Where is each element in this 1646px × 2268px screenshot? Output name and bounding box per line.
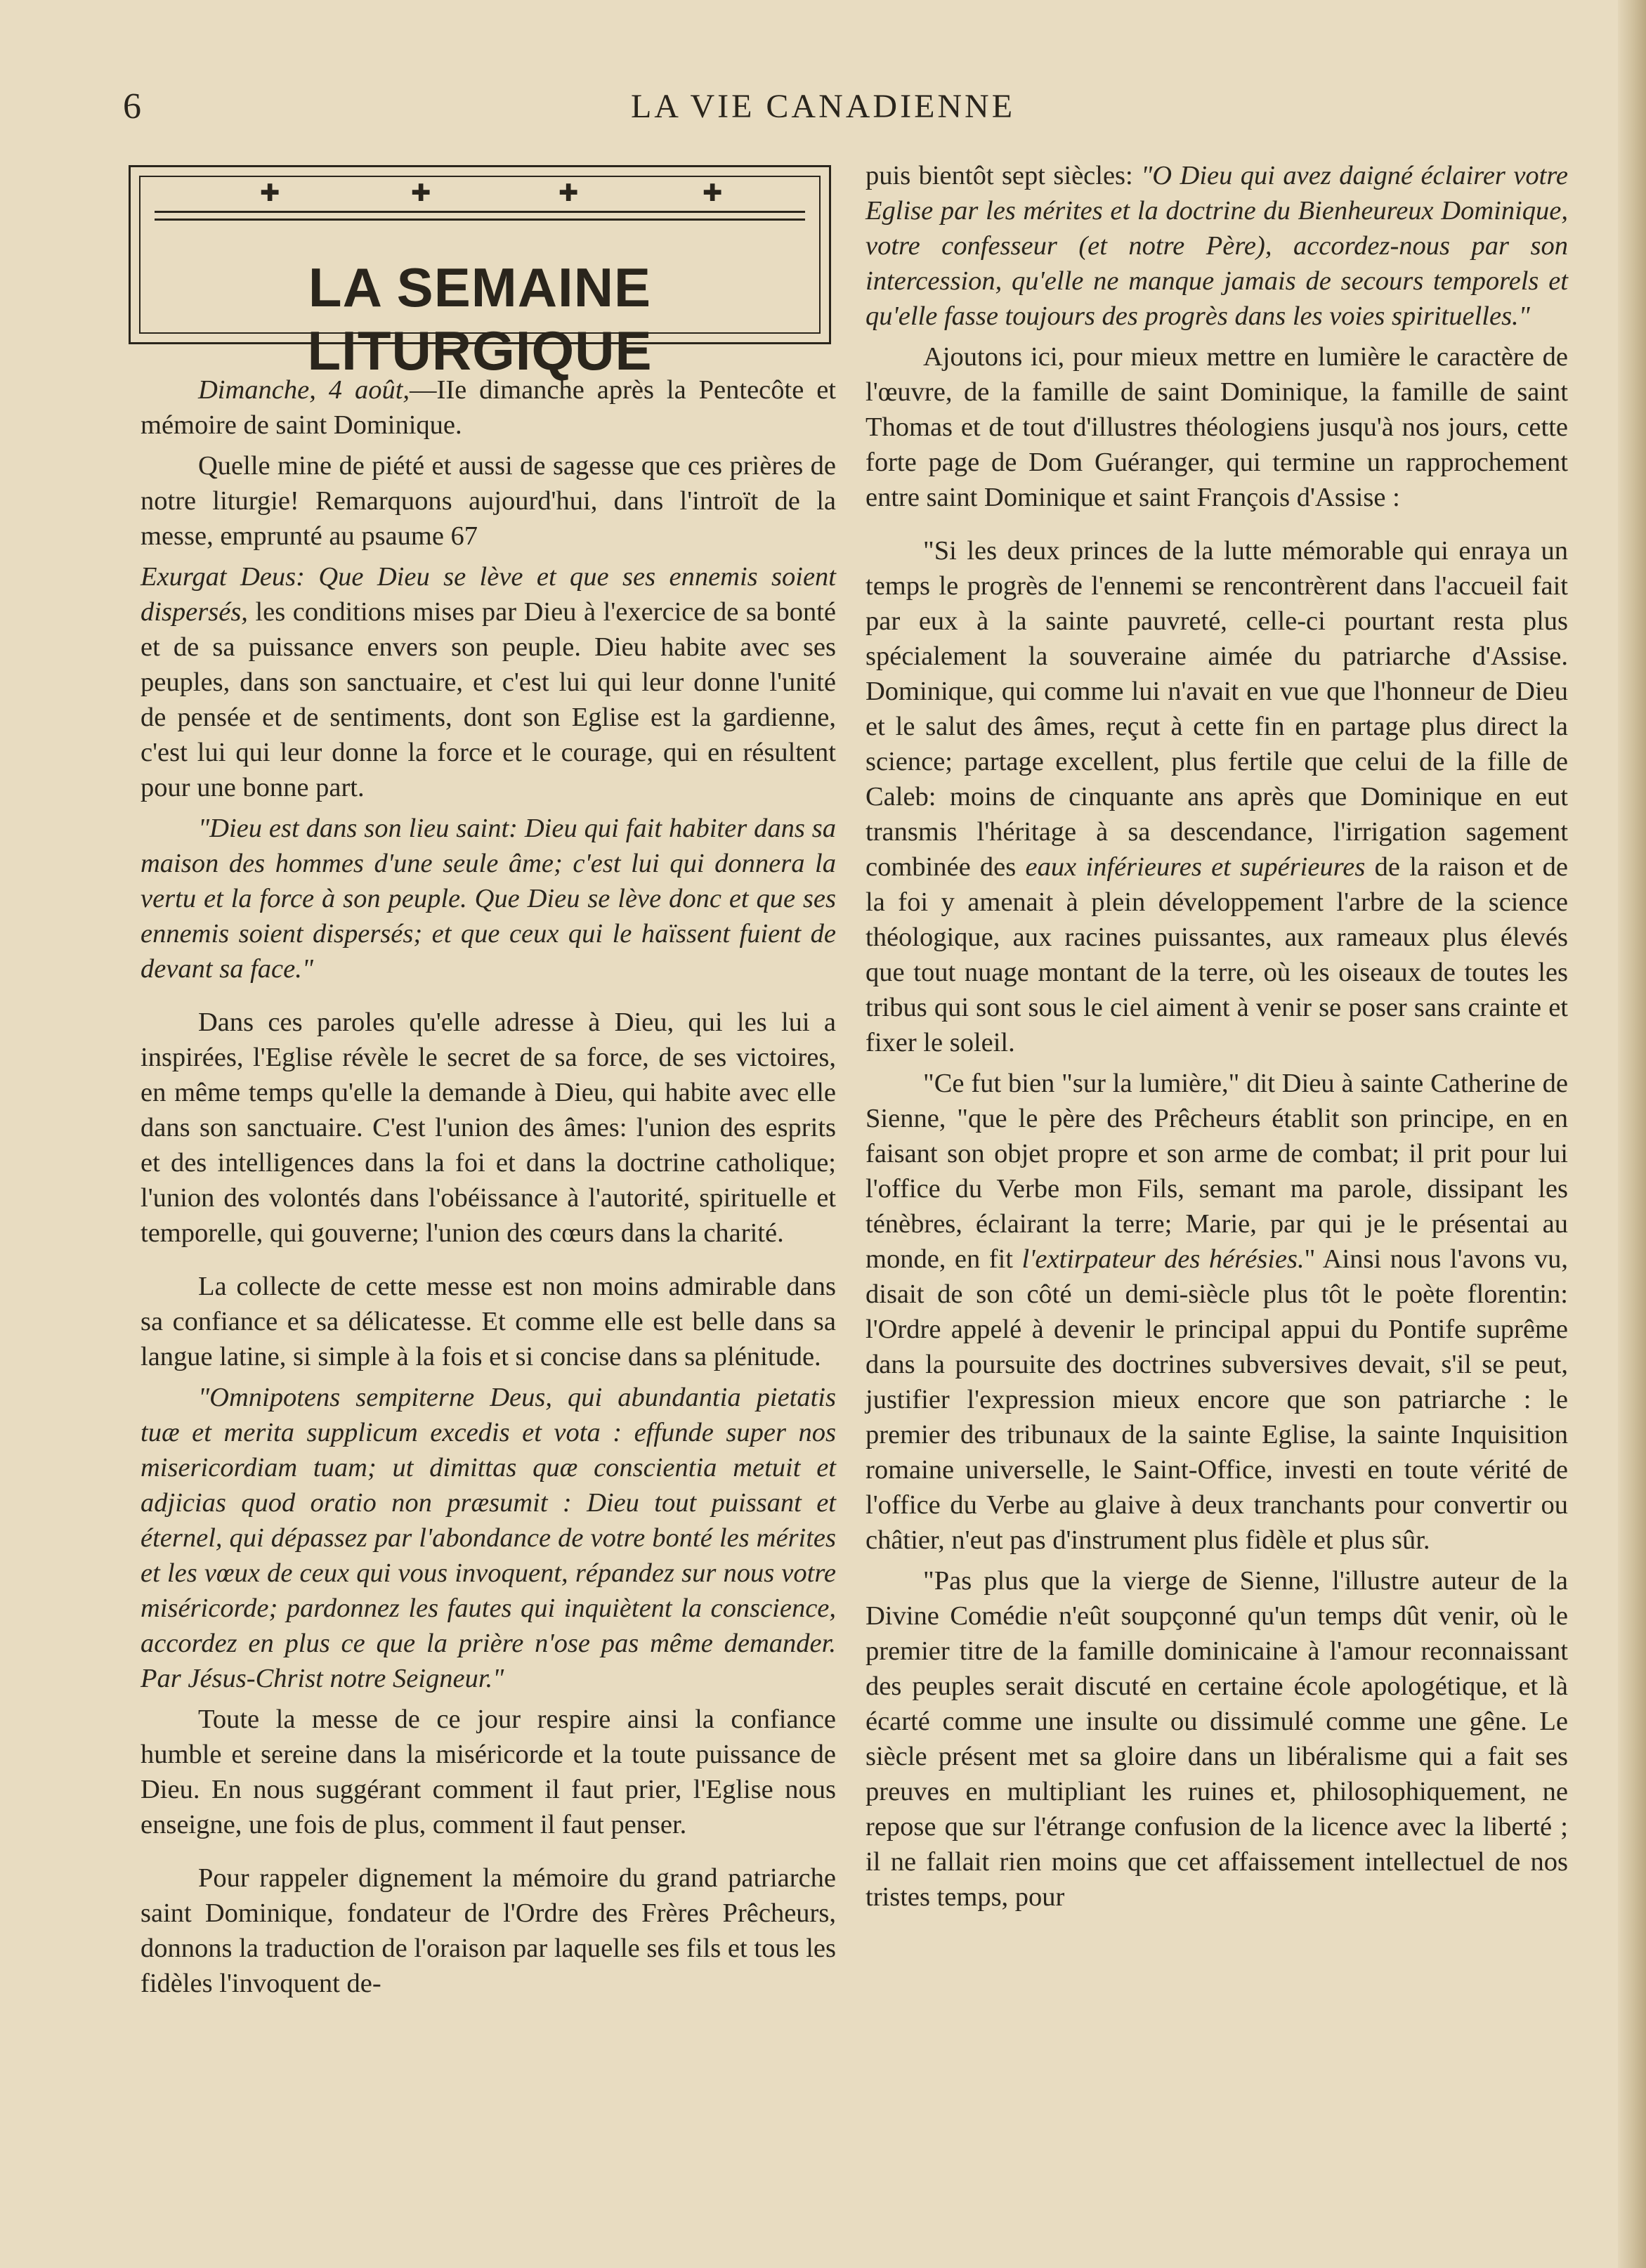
article-title: LA SEMAINE LITURGIQUE [307, 256, 653, 382]
paragraph [141, 372, 836, 443]
paragraph-text: —IIe dimanche après la Pentecôte et mémoire de saint Dominique. [141, 375, 836, 440]
left-column [141, 372, 836, 2007]
paragraph: Dans ces paroles qu'elle adresse à Dieu, qui les lui a inspirées, l'Eglise révèle le secret de sa force, de ses victoires, en même temps qu'elle la demande à Dieu, qui habite avec elle dans son sanctuaire. C'est l'union des âmes: l'union des esprits et des intelligences dans la foi et dans la doctrine catholique; l'union des volontés dans l'obéissance à l'autorité, spirituelle et temporelle, qui gouverne; l'union des cœurs dans la charité. [141, 1008, 836, 1248]
cross-ornament-icon: ✚ [411, 179, 431, 207]
quotation: "Dieu est dans son lieu saint: Dieu qui fait habiter dans sa maison des hommes d'une seule âme; c'est lui qui donnera la vertu et la force à son peuple. Que Dieu se lève donc et que ses ennemis soient dispersés; et que ceux qui le haïssent fuient de devant sa face." [141, 814, 836, 984]
emphasis: l'extirpateur des hérésies. [1021, 1244, 1305, 1274]
cross-ornament-icon: ✚ [559, 179, 579, 207]
paragraph [141, 559, 836, 805]
right-column [866, 158, 1568, 1920]
paragraph-text: les conditions mises par Dieu à l'exercice de sa bonté et de sa puissance envers son peuple. Dieu habite avec ses peuples, dans son sanctuaire, et c'est lui qui leur donne l'unité de pensée et de sentiments, dont son Eglise est la gardienne, c'est lui qui leur donne la force et le courage, qui en résultent pour une bonne part. [141, 597, 836, 802]
paragraph [866, 1066, 1568, 1558]
paragraph: "Pas plus que la vierge de Sienne, l'illustre auteur de la Divine Comédie n'eût soupçonné qu'un temps dût venir, où le premier titre de la famille dominicaine à l'amour reconnaissant des peuples serait discuté en certaine école apologétique, et là écarté comme une insulte ou dissimulé comme une gêne. Le siècle présent met sa gloire dans un libéralisme qui a fait ses preuves en multipliant les ruines et, philosophiquement, ne repose que sur l'étrange confusion de la licence avec la liberté ; il ne fallait rien moins que cet affaissement intellectuel de nos tristes temps, pour [866, 1566, 1568, 1912]
paragraph-text: "Ce fut bien "sur la lumière," dit Dieu à sainte Catherine de Sienne, "que le père des Prêcheurs établit son principe, en en faisant son objet propre et son arme de combat; il prit pour lui l'office du Verbe mon Fils, semant ma parole, dissipant les ténèbres, éclairant la terre; Marie, par qui je le présentai au monde, en fit [866, 1069, 1568, 1274]
title-inner-frame [139, 176, 821, 382]
paragraph-text: " Ainsi nous l'avons vu, disait de son côté un demi-siècle plus tôt le poète florentin: l'Ordre appelé à devenir le principal appui du Pontife suprême dans la poursuite des doctrines subversives devait, s'il se peut, justifier l'expression mieux encore que son patriarche : le premier des tribunaux de la sainte Eglise, la sainte Inquisition romaine universelle, le Saint-Office, investi en toute vérité de l'office du Verbe au glaive à deux tranchants pour convertir ou châtier, n'eut pas d'instrument plus fidèle et plus sûr. [866, 1244, 1568, 1555]
running-title: LA VIE CANADIENNE [630, 88, 1016, 125]
page-edge [1618, 0, 1646, 2268]
paragraph: Quelle mine de piété et aussi de sagesse que ces prières de notre liturgie! Remarquons aujourd'hui, dans l'introït de la messe, emprunté au psaume 67 [141, 451, 836, 551]
date-lead: Dimanche, 4 août, [198, 375, 410, 405]
prayer-quotation: "O Dieu qui avez daigné éclairer votre Eglise par les mérites et la doctrine du Bienheureux Dominique, votre confesseur (et notre Père), accordez-nous par son intercession, qu'elle ne manque jamais de secours temporels et qu'elle fasse toujours des progrès dans les voies spirituelles." [866, 161, 1568, 331]
paragraph: Pour rappeler dignement la mémoire du grand patriarche saint Dominique, fondateur de l'Ordre des Frères Prêcheurs, donnons la traduction de l'oraison par laquelle ses fils et tous les fidèles l'invoquent de- [141, 1863, 836, 1998]
article-title-box [129, 165, 831, 382]
paragraph-text: "Si les deux princes de la lutte mémorable qui enraya un temps le progrès de l'ennemi se rencontrèrent dans l'accueil fait par eux à la sainte pauvreté, celle-ci pourtant resta plus spécialement la souveraine aimée du patriarche d'Assise. Dominique, qui comme lui n'avait en vue que l'honneur de Dieu et le salut des âmes, reçut à cette fin en partage plus direct la science; partage excellent, plus fertile que celui de la fille de Caleb: moins de cinquante ans après que Dominique en eut transmis l'héritage à sa descendance, l'irrigation sagement combinée des [866, 536, 1568, 882]
cross-ornament-icon: ✚ [703, 179, 723, 207]
cross-ornament-icon: ✚ [260, 179, 280, 207]
page-number: 6 [123, 86, 141, 126]
paragraph-text: puis bientôt sept siècles: [866, 161, 1142, 190]
paragraph: La collecte de cette messe est non moins admirable dans sa confiance et sa délicatesse. Et comme elle est belle dans sa langue latine, si simple à la fois et si concise dans sa plénitude. [141, 1272, 836, 1371]
paragraph-text: de la raison et de la foi y amenait à plein développement l'arbre de la science théologique, aux racines puissantes, aux rameaux plus élevés que tout nuage montant de la terre, où les oiseaux de toutes les tribus qui sont sous le ciel aiment à venir se poser sans crainte et fixer le soleil. [866, 852, 1568, 1057]
title-double-rule [155, 211, 805, 221]
emphasis: eaux inférieures et supérieures [1025, 852, 1366, 882]
quotation: "Omnipotens sempiterne Deus, qui abundantia pietatis tuæ et merita supplicum excedis et vota : effunde super nos misericordiam tuam; ut dimittas quæ conscientia metuit et adjicias quod oratio non præsumit : Dieu tout puissant et éternel, qui dépassez par l'abondance de votre bonté les mérites et les vœux de ceux qui vous invoquent, répandez sur nous votre miséricorde; pardonnez les fautes qui inquiètent la conscience, accordez en plus ce que la prière n'ose pas même demander. Par Jésus-Christ notre Seigneur." [141, 1383, 836, 1693]
psalm-citation: Exurgat Deus: Que Dieu se lève et que ses ennemis soient dispersés, [141, 562, 836, 627]
paragraph: Ajoutons ici, pour mieux mettre en lumière le caractère de l'œuvre, de la famille de saint Dominique, la famille de saint Thomas et de tout d'illustres théologiens jusqu'à nos jours, cette forte page de Dom Guéranger, qui termine un rapprochement entre saint Dominique et saint François d'Assise : [866, 342, 1568, 512]
paragraph [866, 533, 1568, 1060]
paragraph [866, 158, 1568, 334]
paragraph: Toute la messe de ce jour respire ainsi la confiance humble et sereine dans la miséricorde et la toute puissance de Dieu. En nous suggérant comment il faut prier, l'Eglise nous enseigne, une fois de plus, comment il faut penser. [141, 1705, 836, 1839]
